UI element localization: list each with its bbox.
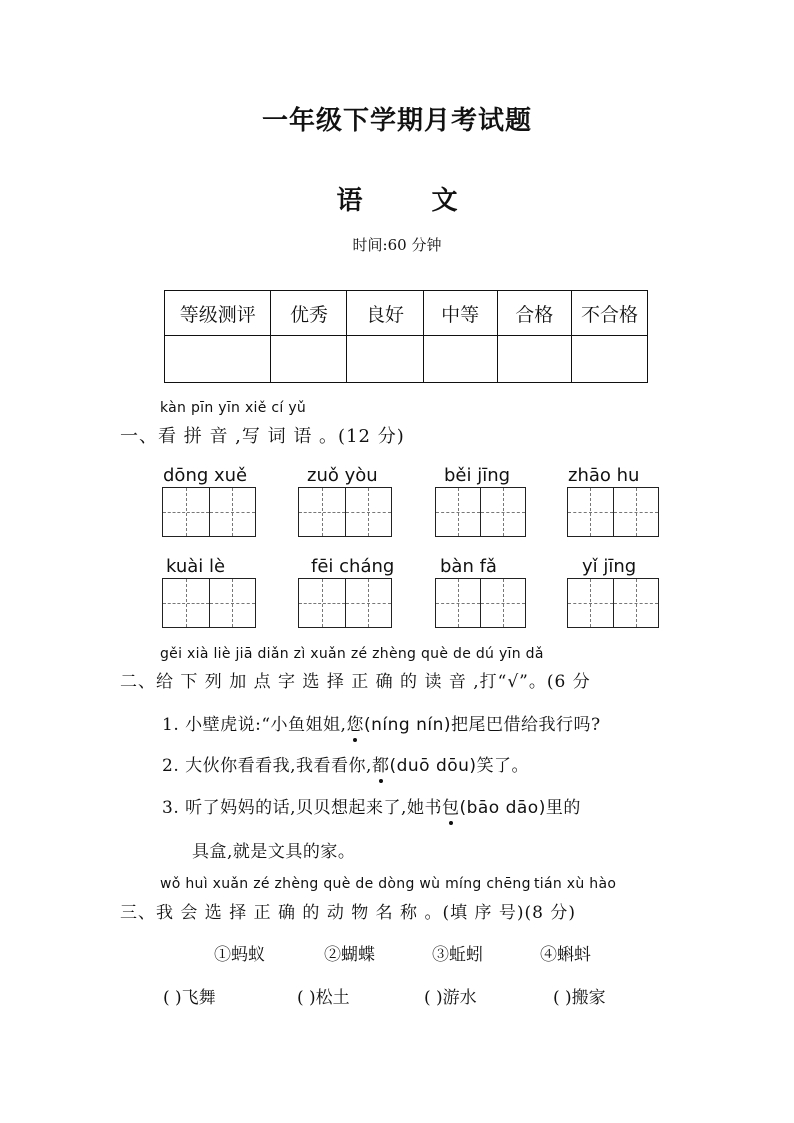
animal-option-2: ②蝴蝶 [324, 945, 375, 965]
word-pinyin-7: bàn fǎ [440, 556, 497, 577]
animal-option-1: ①蚂蚁 [214, 945, 265, 965]
grade-table-blank-row [165, 336, 648, 383]
writing-box[interactable] [435, 578, 526, 628]
word-pinyin-3: běi jīng [444, 465, 511, 486]
grade-blank-cell[interactable] [165, 336, 271, 383]
question-2-2 [162, 751, 529, 776]
section3-heading: 三、我 会 选 择 正 确 的 动 物 名 称 。(填 序 号)(8 分) [120, 903, 576, 923]
fill-blank-4[interactable]: ( )搬家 [553, 988, 606, 1008]
pinyin-choices[interactable]: (bāo dāo) [459, 798, 546, 818]
writing-box[interactable] [298, 578, 392, 628]
subject-title [0, 180, 794, 217]
pinyin-choices[interactable]: (níng nín) [363, 715, 451, 735]
grade-blank-cell[interactable] [571, 336, 647, 383]
question-text: 听了妈妈的话,贝贝想起来了,她书 [185, 798, 442, 818]
section3-pinyin: wǒ huì xuǎn zé zhèng què de dòng wù míng chēng [160, 876, 531, 892]
word-pinyin-4: zhāo hu [568, 465, 640, 486]
writing-box[interactable] [162, 578, 256, 628]
writing-box[interactable] [567, 487, 659, 537]
word-pinyin-1: dōng xuě [163, 465, 248, 486]
word-pinyin-5: kuài lè [166, 556, 226, 577]
question-number: 2. [162, 756, 180, 776]
question-text: 大伙你看看我,我看看你, [185, 756, 372, 776]
writing-box[interactable] [567, 578, 659, 628]
subject-char-1: 语 [336, 186, 363, 216]
animal-option-3: ③蚯蚓 [432, 945, 483, 965]
grade-table-header-row [165, 291, 648, 336]
question-number: 3. [162, 798, 180, 818]
grade-table [164, 290, 648, 383]
word-pinyin-6: fēi cháng [311, 556, 395, 577]
grade-header-cell: 等级测评 [165, 291, 271, 336]
question-text: 小壁虎说:“小鱼姐姐, [185, 715, 347, 735]
grade-header-cell: 优秀 [271, 291, 347, 336]
dotted-char: 都 [371, 756, 390, 776]
grade-header-cell: 中等 [423, 291, 497, 336]
subject-char-2: 文 [431, 186, 458, 216]
question-2-1 [162, 710, 601, 735]
writing-box[interactable] [162, 487, 256, 537]
animal-option-4: ④蝌蚪 [540, 945, 591, 965]
pinyin-choices[interactable]: (duō dōu) [389, 756, 477, 776]
grade-blank-cell[interactable] [423, 336, 497, 383]
section2-heading: 二、给 下 列 加 点 字 选 择 正 确 的 读 音 ,打“√”。(6 分 [120, 672, 591, 692]
question-text: 里的 [545, 798, 581, 818]
question-text: 把尾巴借给我行吗? [450, 715, 601, 735]
section1-heading: 一、看 拼 音 ,写 词 语 。(12 分) [120, 426, 405, 447]
exam-time: 时间:60 分钟 [352, 236, 442, 254]
fill-blank-3[interactable]: ( )游水 [424, 988, 477, 1008]
question-2-3 [162, 793, 581, 818]
section2-pinyin: gěi xià liè jiā diǎn zì xuǎn zé zhèng què de dú yīn dǎ [160, 646, 544, 662]
grade-header-cell: 良好 [347, 291, 423, 336]
section1-pinyin: kàn pīn yīn xiě cí yǔ [160, 400, 307, 416]
grade-blank-cell[interactable] [347, 336, 423, 383]
grade-header-cell: 不合格 [571, 291, 647, 336]
question-text: 笑了。 [476, 756, 530, 776]
grade-blank-cell[interactable] [271, 336, 347, 383]
section3-pinyin-2: tián xù hào [534, 876, 617, 892]
grade-blank-cell[interactable] [497, 336, 571, 383]
fill-blank-2[interactable]: ( )松土 [297, 988, 350, 1008]
question-number: 1. [162, 715, 180, 735]
word-pinyin-8: yǐ jīng [582, 556, 637, 577]
dotted-char: 您 [346, 715, 364, 735]
question-2-3-continued: 具盒,就是文具的家。 [192, 842, 356, 862]
grade-header-cell: 合格 [497, 291, 571, 336]
page-title: 一年级下学期月考试题 [261, 106, 532, 136]
word-pinyin-2: zuǒ yòu [307, 465, 378, 486]
writing-box[interactable] [435, 487, 526, 537]
writing-box[interactable] [298, 487, 392, 537]
fill-blank-1[interactable]: ( )飞舞 [163, 988, 216, 1008]
dotted-char: 包 [441, 798, 460, 818]
